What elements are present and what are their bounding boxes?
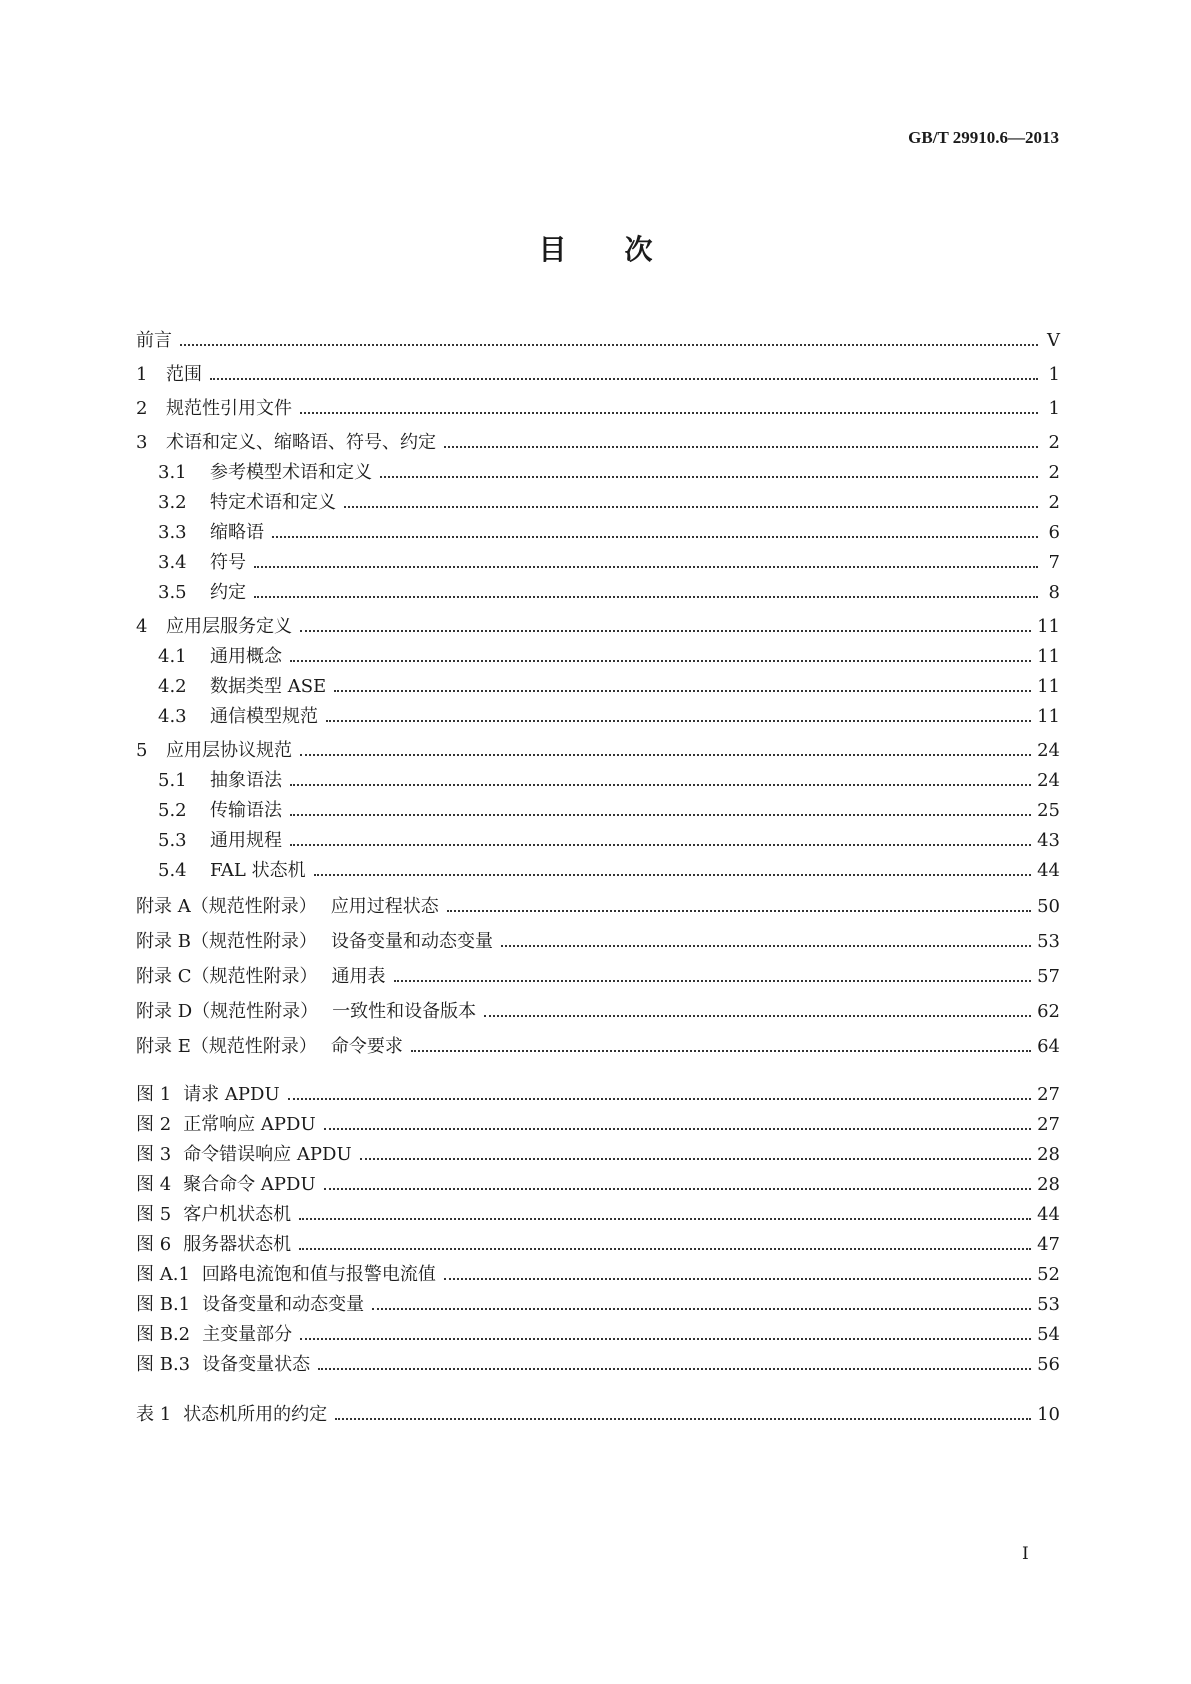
toc-entry-number: 2: [136, 398, 148, 419]
toc-annex-entry[interactable]: [136, 931, 1060, 953]
toc-entry-page: 2: [1048, 432, 1060, 453]
toc-figure-entry[interactable]: [136, 1264, 1060, 1286]
toc-section-entry[interactable]: [136, 398, 1060, 420]
toc-entry-number: 5: [136, 740, 148, 761]
toc-subsection-entry[interactable]: [136, 522, 1060, 544]
toc-entry-title: 数据类型 ASE: [210, 676, 327, 697]
toc-section-entry[interactable]: [136, 432, 1060, 454]
toc-entry-number: 3.2: [158, 492, 187, 513]
toc-entry-label: [136, 1036, 407, 1058]
toc-entry-title: 术语和定义、缩略语、符号、约定: [166, 432, 436, 453]
dot-leader: [372, 1308, 1031, 1310]
toc-entry-label: [136, 740, 296, 762]
toc-entry-number: 附录 A（规范性附录）: [136, 896, 317, 917]
toc-section-entry[interactable]: [136, 616, 1060, 638]
toc-entry-page: 52: [1037, 1264, 1060, 1285]
toc-entry-page: 62: [1037, 1001, 1060, 1022]
toc-entry-page: 25: [1037, 800, 1060, 821]
toc-entry-label: [136, 966, 390, 988]
toc-entry-title: 规范性引用文件: [166, 398, 292, 419]
toc-figure-entry[interactable]: [136, 1144, 1060, 1166]
toc-entry-label: [136, 1324, 296, 1346]
toc-entry-page: 1: [1048, 364, 1060, 385]
toc-entry-label: [136, 800, 286, 822]
toc-entry-number: 3.1: [158, 462, 187, 483]
toc-entry-number: 表 1: [136, 1404, 172, 1425]
dot-leader: [254, 566, 1038, 568]
toc-entry-page: Ⅴ: [1047, 330, 1060, 351]
dot-leader: [314, 874, 1031, 876]
dot-leader: [210, 378, 1038, 380]
dot-leader: [484, 1015, 1031, 1017]
dot-leader: [288, 1098, 1031, 1100]
toc-entry-title: 应用过程状态: [330, 896, 439, 917]
dot-leader: [380, 476, 1038, 478]
toc-annex-entry[interactable]: [136, 896, 1060, 918]
toc-figure-entry[interactable]: [136, 1084, 1060, 1106]
dot-leader: [335, 1418, 1031, 1420]
dot-leader: [300, 754, 1031, 756]
toc-entry-number: 5.2: [158, 800, 187, 821]
toc-entry-label: [136, 1144, 356, 1166]
toc-entry-page: 24: [1037, 770, 1060, 791]
toc-entry-label: [136, 1404, 331, 1426]
toc-entry-page: 11: [1037, 706, 1060, 727]
toc-entry-number: 附录 B（规范性附录）: [136, 931, 317, 952]
toc-entry-number: 附录 D（规范性附录）: [136, 1001, 319, 1022]
toc-entry-number: 3: [136, 432, 148, 453]
toc-entry-label: [136, 1001, 480, 1023]
toc-entry-title: 状态机所用的约定: [183, 1404, 328, 1425]
dot-leader: [334, 690, 1031, 692]
toc-entry-page: 44: [1037, 860, 1060, 881]
page-number: I: [1022, 1544, 1029, 1564]
page-title: 目次: [538, 233, 711, 266]
dot-leader: [300, 412, 1038, 414]
toc-table-entry[interactable]: [136, 1404, 1060, 1426]
toc-entry-title: 一致性和设备版本: [332, 1001, 477, 1022]
toc-entry-label: [136, 616, 296, 638]
toc-entry-label: [136, 1114, 320, 1136]
toc-entry-page: 10: [1037, 1404, 1060, 1425]
toc-entry-title: 范围: [166, 364, 202, 385]
toc-annexes: [136, 896, 1060, 1058]
toc-figure-entry[interactable]: [136, 1324, 1060, 1346]
toc-entry-title: 设备变量和动态变量: [202, 1294, 365, 1315]
toc-figure-entry[interactable]: [136, 1174, 1060, 1196]
toc-entry-page: 50: [1037, 896, 1060, 917]
toc-entry-label: [136, 398, 296, 420]
toc-entry-label: [136, 646, 286, 668]
document-code: GB/T 29910.6—2013: [908, 128, 1059, 147]
toc-entry-number: 图 1: [136, 1084, 172, 1105]
toc-entry-number: 图 B.1: [136, 1294, 191, 1315]
toc-entry-page: 28: [1037, 1144, 1060, 1165]
toc-entry-title: 主变量部分: [202, 1324, 293, 1345]
toc-entry-title: 缩略语: [210, 522, 264, 543]
toc-entry-page: 53: [1037, 1294, 1060, 1315]
toc-entry-label: [136, 552, 250, 574]
toc-entry-title: 通信模型规范: [210, 706, 318, 727]
toc-subsection-entry[interactable]: [136, 646, 1060, 668]
toc-entry-label: [136, 676, 330, 698]
dot-leader: [318, 1368, 1031, 1370]
toc-subsection-entry[interactable]: [136, 492, 1060, 514]
toc-entry-page: 56: [1037, 1354, 1060, 1375]
toc-entry-page: 44: [1037, 1204, 1060, 1225]
toc-entry-page: 2: [1048, 492, 1060, 513]
toc-entry-label: [136, 896, 443, 918]
toc-annex-entry[interactable]: [136, 1036, 1060, 1058]
toc-subsection-entry[interactable]: [136, 706, 1060, 728]
dot-leader: [394, 980, 1032, 982]
toc-figure-entry[interactable]: [136, 1294, 1060, 1316]
toc-entry-page: 64: [1037, 1036, 1060, 1057]
toc-figure-entry[interactable]: [136, 1204, 1060, 1226]
toc-entry-number: 图 A.1: [136, 1264, 190, 1285]
toc-entry-title: 回路电流饱和值与报警电流值: [201, 1264, 436, 1285]
toc-entry-page: 6: [1048, 522, 1060, 543]
toc-figure-entry[interactable]: [136, 1114, 1060, 1136]
toc-entry-title: 约定: [210, 582, 246, 603]
toc-entry-title: 抽象语法: [210, 770, 282, 791]
toc-tables: [136, 1404, 1060, 1426]
toc-entry-title: 命令错误响应 APDU: [183, 1144, 352, 1165]
toc-entry-label: [136, 860, 310, 882]
toc-entry-page: 54: [1037, 1324, 1060, 1345]
toc-entry-title: 应用层服务定义: [166, 616, 292, 637]
toc-entry-title: 聚合命令 APDU: [183, 1174, 316, 1195]
toc-entry-label: [136, 432, 440, 454]
toc-entry-title: 命令要求: [330, 1036, 403, 1057]
toc-entry-label: [136, 492, 340, 514]
toc-entry-page: 27: [1037, 1084, 1060, 1105]
toc-entry-title: 正常响应 APDU: [183, 1114, 316, 1135]
toc-entry-number: 附录 C（规范性附录）: [136, 966, 318, 987]
toc-entry-page: 11: [1037, 676, 1060, 697]
toc-entry-page: 53: [1037, 931, 1060, 952]
toc-entry-number: 图 6: [136, 1234, 172, 1255]
toc-entry-number: 5.4: [158, 860, 187, 881]
toc-entry-number: 图 3: [136, 1144, 172, 1165]
toc-entry-title: 通用规程: [210, 830, 282, 851]
toc-annex-entry[interactable]: [136, 966, 1060, 988]
toc-subsection-entry[interactable]: [136, 582, 1060, 604]
toc-entry-label: [136, 770, 286, 792]
toc-entry-label: [136, 1354, 314, 1376]
dot-leader: [272, 536, 1038, 538]
toc-entry-label: [136, 830, 286, 852]
toc-entry-number: 图 B.2: [136, 1324, 191, 1345]
dot-leader: [290, 814, 1031, 816]
toc-section-entry[interactable]: [136, 330, 1060, 352]
toc-entry-page: 11: [1037, 646, 1060, 667]
toc-entry-title: 设备变量和动态变量: [330, 931, 493, 952]
toc-entry-title: 请求 APDU: [183, 1084, 280, 1105]
dot-leader: [411, 1050, 1031, 1052]
toc-entry-title: 设备变量状态: [202, 1354, 311, 1375]
toc-entry-title: 通用概念: [210, 646, 282, 667]
toc-entry-number: 图 4: [136, 1174, 172, 1195]
toc-subsection-entry[interactable]: [136, 676, 1060, 698]
toc-entry-page: 8: [1048, 582, 1060, 603]
toc-entry-number: 3.4: [158, 552, 187, 573]
toc-entry-number: 4.2: [158, 676, 187, 697]
toc-entry-label: [136, 1174, 320, 1196]
toc-entry-number: 1: [136, 364, 148, 385]
toc-subsection-entry[interactable]: [136, 830, 1060, 852]
toc-entry-title: 传输语法: [210, 800, 282, 821]
dot-leader: [290, 784, 1031, 786]
toc-entry-page: 11: [1037, 616, 1060, 637]
dot-leader: [300, 630, 1031, 632]
dot-leader: [444, 1278, 1031, 1280]
dot-leader: [254, 596, 1038, 598]
dot-leader: [444, 446, 1038, 448]
toc-entry-number: 图 B.3: [136, 1354, 191, 1375]
toc-entry-page: 27: [1037, 1114, 1060, 1135]
toc-entry-number: 3.3: [158, 522, 187, 543]
toc-entry-number: 4.3: [158, 706, 187, 727]
toc-entry-number: 5.1: [158, 770, 187, 791]
toc-entry-title: FAL 状态机: [210, 860, 306, 881]
toc-subsection-entry[interactable]: [136, 770, 1060, 792]
toc-entry-page: 24: [1037, 740, 1060, 761]
toc-entry-number: 图 2: [136, 1114, 172, 1135]
toc-entry-label: [136, 1084, 284, 1106]
toc-entry-page: 7: [1048, 552, 1060, 573]
toc-entry-title: 前言: [136, 330, 172, 351]
toc-entry-number: 3.5: [158, 582, 187, 603]
toc-entry-label: [136, 706, 322, 728]
dot-leader: [360, 1158, 1031, 1160]
dot-leader: [344, 506, 1038, 508]
toc-entry-label: [136, 582, 250, 604]
toc-entry-page: 1: [1048, 398, 1060, 419]
toc-subsection-entry[interactable]: [136, 552, 1060, 574]
toc-subsection-entry[interactable]: [136, 800, 1060, 822]
toc-entry-title: 服务器状态机: [183, 1234, 292, 1255]
dot-leader: [324, 1188, 1031, 1190]
toc-entry-number: 4: [136, 616, 148, 637]
toc-entry-label: [136, 1204, 295, 1226]
toc-entry-title: 参考模型术语和定义: [210, 462, 372, 483]
toc-entry-number: 附录 E（规范性附录）: [136, 1036, 317, 1057]
toc-entry-number: 4.1: [158, 646, 187, 667]
toc-entry-title: 客户机状态机: [183, 1204, 292, 1225]
toc-entry-title: 通用表: [331, 966, 386, 987]
dot-leader: [324, 1128, 1031, 1130]
toc-figure-entry[interactable]: [136, 1354, 1060, 1376]
toc-entry-label: [136, 522, 268, 544]
toc-entry-label: [136, 1264, 440, 1286]
toc-entry-label: [136, 1294, 368, 1316]
toc-entry-page: 2: [1048, 462, 1060, 483]
toc-entry-page: 47: [1037, 1234, 1060, 1255]
toc-entry-page: 28: [1037, 1174, 1060, 1195]
toc-subsection-entry[interactable]: [136, 462, 1060, 484]
dot-leader: [326, 720, 1031, 722]
toc-entry-number: 5.3: [158, 830, 187, 851]
toc-figure-entry[interactable]: [136, 1234, 1060, 1256]
toc-subsection-entry[interactable]: [136, 860, 1060, 882]
dot-leader: [299, 1218, 1031, 1220]
toc-entry-page: 43: [1037, 830, 1060, 851]
dot-leader: [300, 1338, 1031, 1340]
dot-leader: [290, 660, 1031, 662]
toc-entry-label: [136, 364, 206, 386]
toc-section-entry[interactable]: [136, 740, 1060, 762]
toc-section-entry[interactable]: [136, 364, 1060, 386]
toc-figures: [136, 1084, 1060, 1376]
toc-entry-page: 57: [1037, 966, 1060, 987]
toc-entry-label: [136, 462, 376, 484]
dot-leader: [290, 844, 1031, 846]
toc-entry-label: [136, 330, 176, 352]
toc-entry-label: [136, 931, 497, 953]
table-of-contents: [136, 330, 1060, 1426]
dot-leader: [501, 945, 1031, 947]
toc-entry-number: 图 5: [136, 1204, 172, 1225]
toc-entry-title: 应用层协议规范: [166, 740, 292, 761]
dot-leader: [299, 1248, 1031, 1250]
toc-entry-title: 符号: [210, 552, 246, 573]
dot-leader: [180, 344, 1038, 346]
toc-annex-entry[interactable]: [136, 1001, 1060, 1023]
dot-leader: [447, 910, 1031, 912]
toc-entry-title: 特定术语和定义: [210, 492, 336, 513]
toc-entry-label: [136, 1234, 295, 1256]
toc-sections: [136, 330, 1060, 882]
